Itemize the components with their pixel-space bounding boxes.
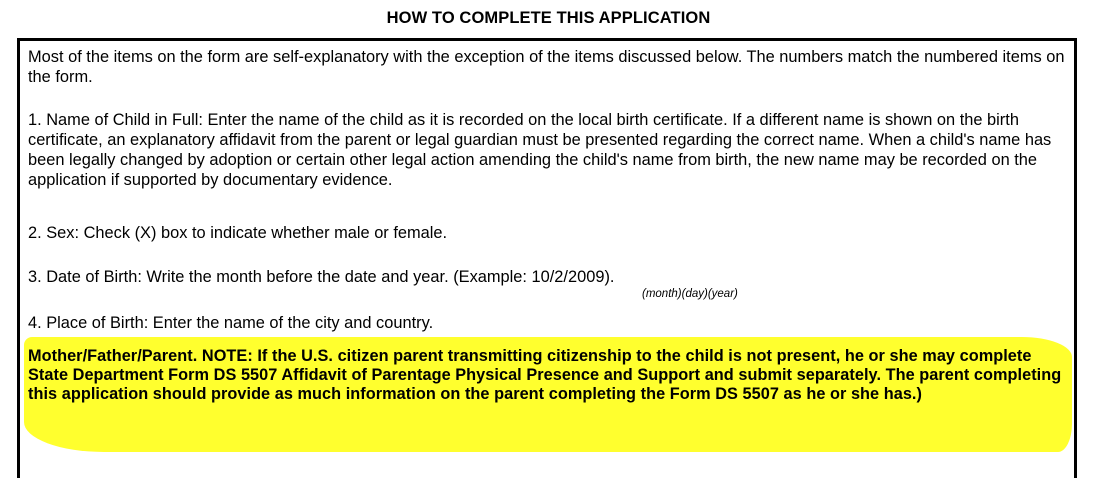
- item-name-of-child: 1. Name of Child in Full: Enter the name of the child as it is recorded on the local birth certificate. If a different name is shown on the birth certificate, an explanatory affidavit from the parent or legal guardian must be presented regarding the correct name. When a child's name has been legally changed by adoption or certain other legal action amending the child's name from birth, the new name may be recorded on the application if supported by documentary evidence.: [28, 111, 1052, 189]
- item-date-of-birth: 3. Date of Birth: Write the month before the date and year. (Example: 10/2/2009).: [28, 268, 615, 286]
- item-sex: 2. Sex: Check (X) box to indicate whether male or female.: [28, 224, 448, 242]
- page-title: HOW TO COMPLETE THIS APPLICATION: [386, 9, 711, 27]
- item-place-of-birth: 4. Place of Birth: Enter the name of the city and country.: [28, 314, 434, 332]
- instructions-box: [17, 38, 1077, 478]
- date-format-note: (month)(day)(year): [642, 288, 738, 300]
- parent-note-paragraph: Mother/Father/Parent. NOTE: If the U.S. citizen parent transmitting citizenship to the child is not present, he or she may complete State Department Form DS 5507 Affidavit of Parentage Physical Presence and Support and submit separately. The parent completing this application should provide as much information on the parent completing the Form DS 5507 as he or she has.): [28, 347, 1062, 403]
- intro-paragraph: Most of the items on the form are self-explanatory with the exception of the items discussed below. The numbers match the numbered items on the form.: [28, 48, 1065, 86]
